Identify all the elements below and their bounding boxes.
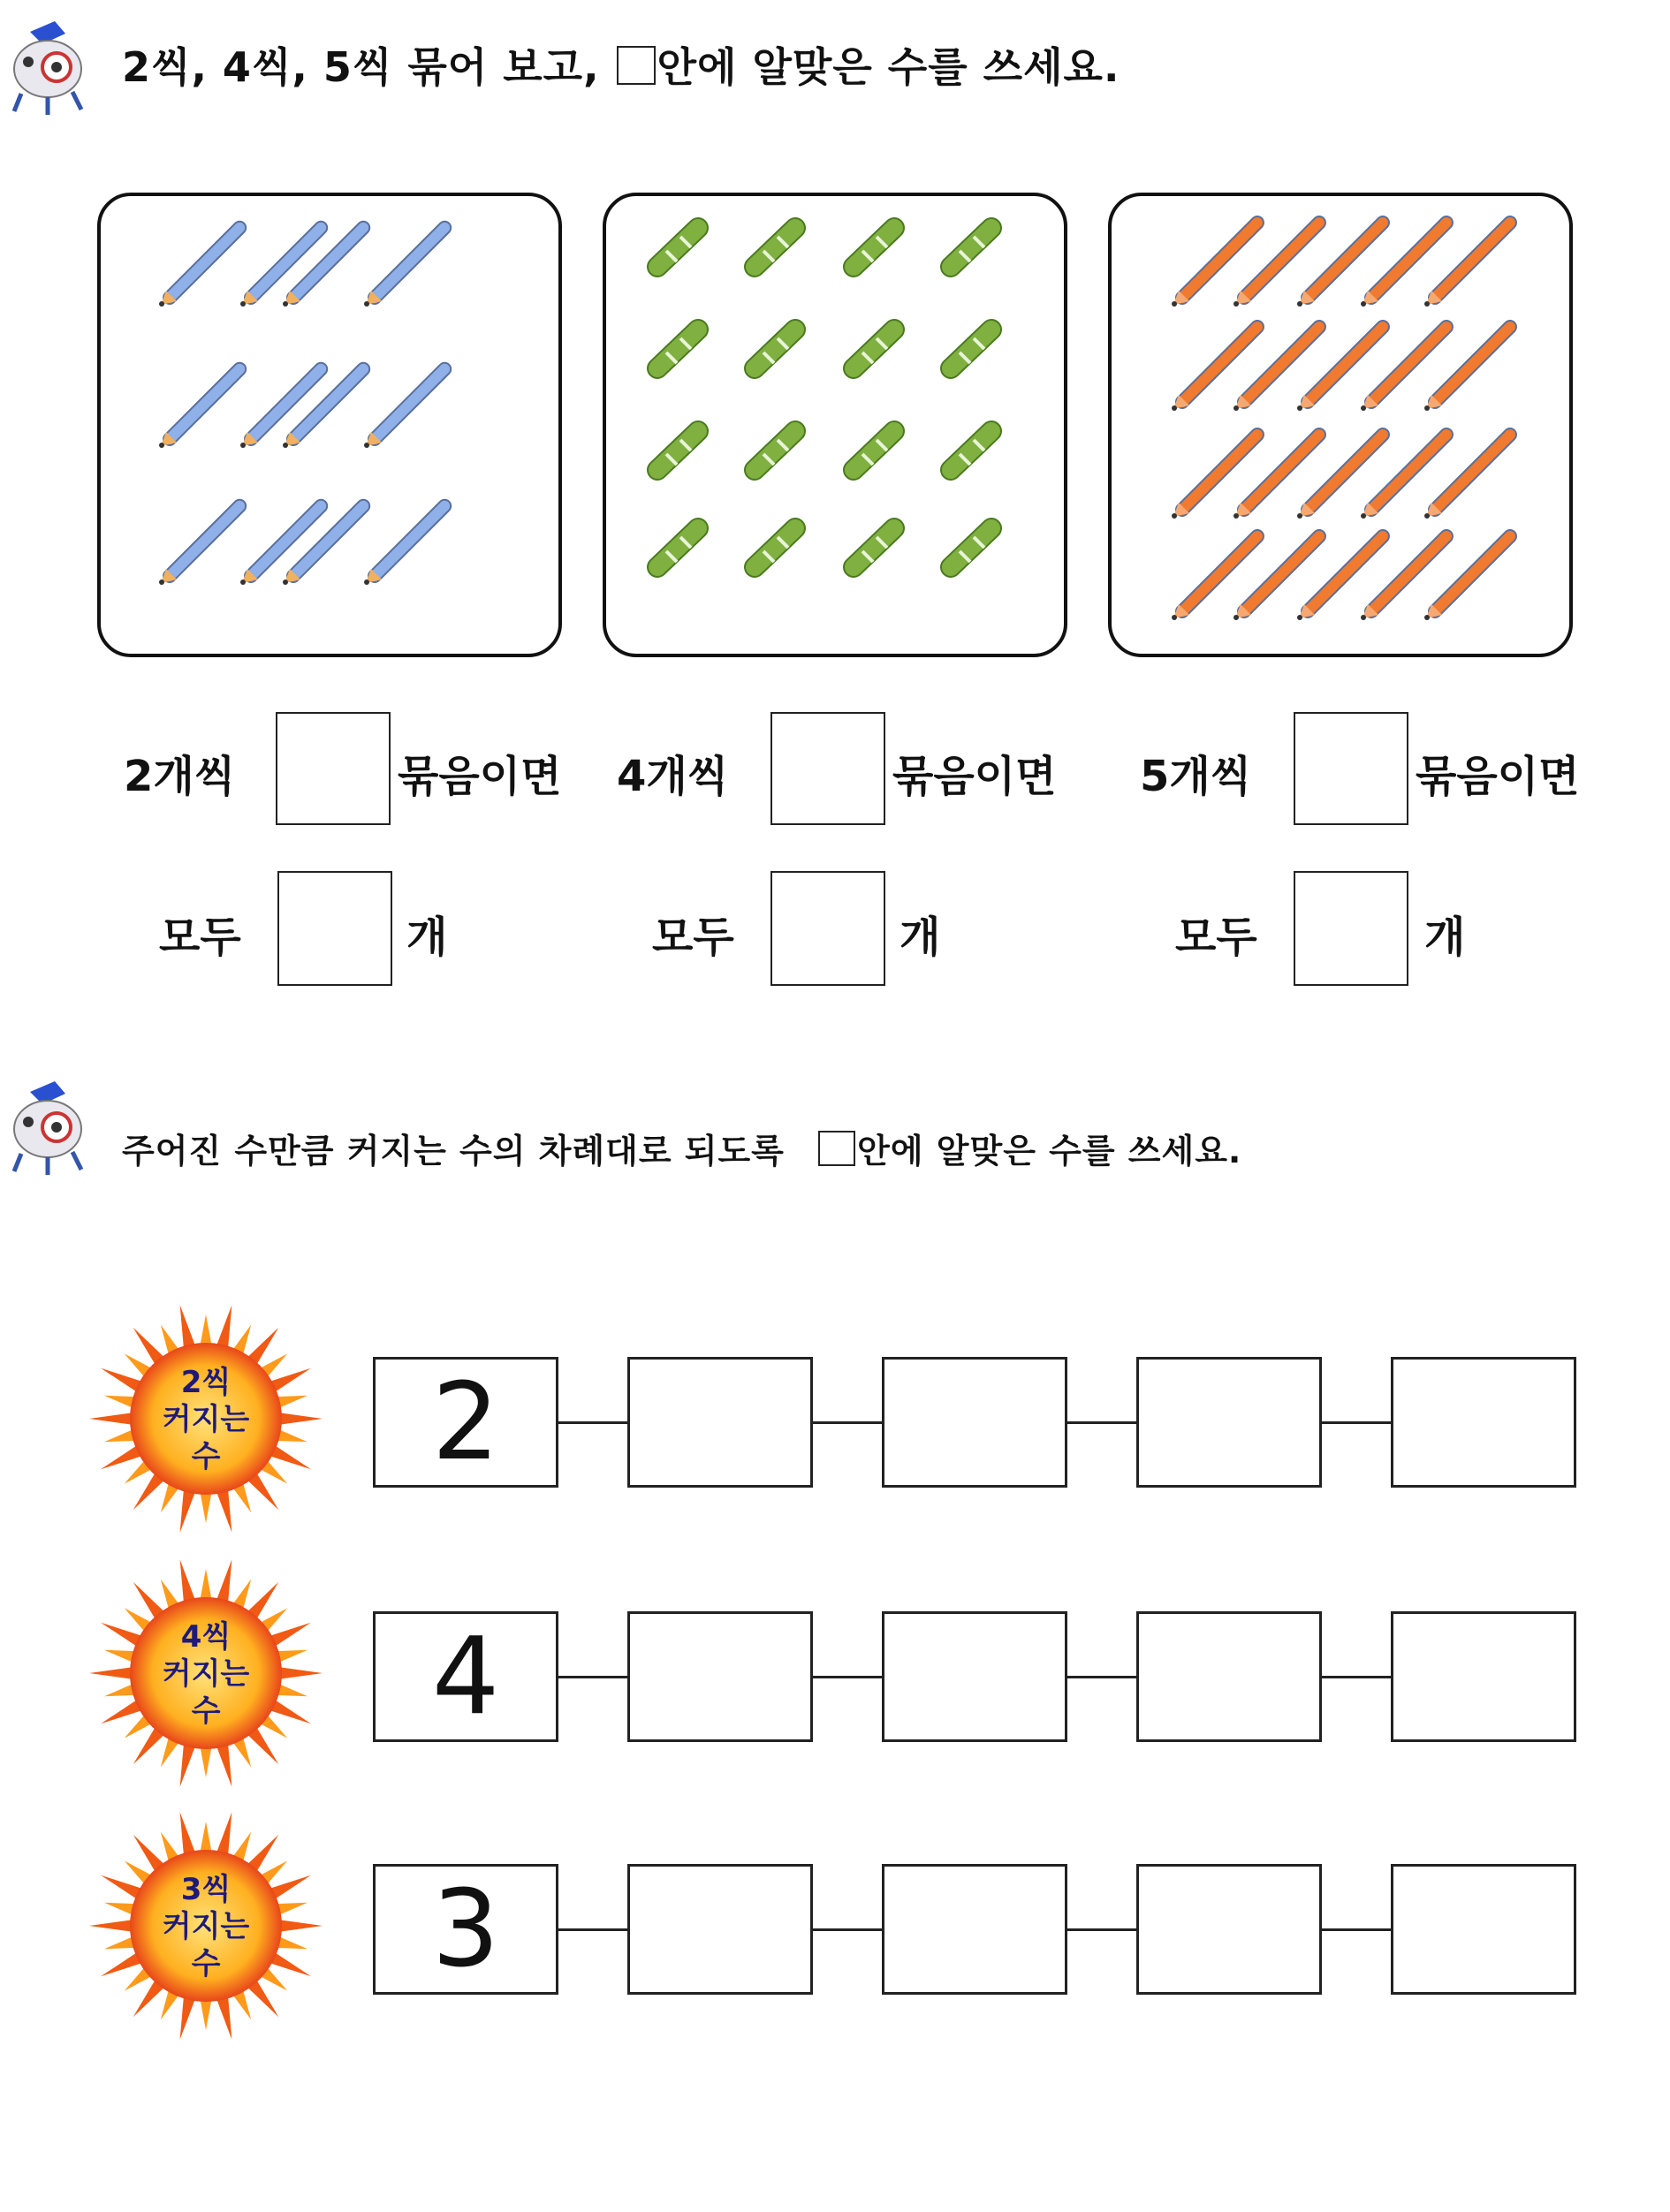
badge-step-label: 4씩: [180, 1619, 232, 1655]
sun-badge-icon: [87, 1802, 325, 2049]
total-suffix-2: 개: [900, 913, 941, 962]
sequence-answer-box[interactable]: [627, 1864, 813, 1995]
robot-mascot-icon: [4, 1076, 92, 1182]
group-suffix-1: 묶음이면: [398, 752, 562, 801]
sequence-answer-box[interactable]: [627, 1357, 813, 1488]
total-input-3[interactable]: [1294, 871, 1408, 986]
sequence-connector: [1322, 1676, 1391, 1678]
colored-pencil-group-icon: [1112, 196, 1576, 661]
total-input-1[interactable]: [277, 871, 392, 986]
sequence-start-value: 3: [373, 1864, 558, 1995]
pencil-group-icon: [101, 196, 566, 661]
group-count-input-2[interactable]: [770, 712, 885, 825]
robot-mascot-icon: [4, 16, 92, 122]
group-unit-label-1: 2개씩: [124, 752, 236, 801]
sequence-connector: [813, 1676, 882, 1678]
sequence-answer-box[interactable]: [882, 1864, 1067, 1995]
sequence-connector: [1322, 1928, 1391, 1931]
total-suffix-3: 개: [1424, 913, 1466, 962]
badge-mid-label: 커지는: [162, 1402, 250, 1437]
sequence-connector: [1322, 1421, 1391, 1424]
badge-bottom-label: 수: [191, 1946, 221, 1981]
group-count-input-1[interactable]: [276, 712, 391, 825]
total-prefix-2: 모두: [652, 913, 734, 962]
sun-badge-icon: [87, 1549, 325, 1797]
sequence-connector: [1067, 1676, 1136, 1678]
badge-mid-label: 커지는: [162, 1656, 250, 1692]
group-suffix-2: 묶음이면: [892, 752, 1057, 801]
badge-step-label: 3씩: [180, 1872, 232, 1907]
group-unit-label-3: 5개씩: [1140, 752, 1252, 801]
group-unit-label-2: 4개씩: [617, 752, 729, 801]
sequence-answer-box[interactable]: [1136, 1357, 1322, 1488]
badge-bottom-label: 수: [191, 1439, 221, 1474]
instruction-1: 2씩, 4씩, 5씩 묶어 보고, 안에 알맞은 수를 쓰세요.: [122, 43, 1120, 91]
answer-box-icon: [818, 1131, 855, 1166]
instruction-2: 주어진 수만큼 커지는 수의 차례대로 되도록 안에 알맞은 수를 쓰세요.: [122, 1132, 1242, 1170]
group-count-input-3[interactable]: [1294, 712, 1408, 825]
sequence-connector: [813, 1928, 882, 1931]
badge-step-label: 2씩: [180, 1365, 232, 1400]
sequence-start-value: 4: [373, 1611, 558, 1742]
total-prefix-3: 모두: [1175, 913, 1257, 962]
sequence-connector: [558, 1676, 627, 1678]
total-input-2[interactable]: [770, 871, 885, 986]
colored-pencil-panel: [1108, 193, 1573, 657]
crayon-group-icon: [606, 196, 1071, 661]
sequence-connector: [1067, 1928, 1136, 1931]
badge-bottom-label: 수: [191, 1693, 221, 1729]
sun-badge-icon: [87, 1295, 325, 1542]
badge-mid-label: 커지는: [162, 1909, 250, 1944]
sequence-connector: [558, 1928, 627, 1931]
sequence-answer-box[interactable]: [1136, 1611, 1322, 1742]
sequence-answer-box[interactable]: [882, 1357, 1067, 1488]
sequence-answer-box[interactable]: [627, 1611, 813, 1742]
crayon-panel: [603, 193, 1067, 657]
pencil-panel: [97, 193, 562, 657]
sequence-connector: [558, 1421, 627, 1424]
total-prefix-1: 모두: [159, 913, 241, 962]
sequence-answer-box[interactable]: [1391, 1864, 1576, 1995]
sequence-answer-box[interactable]: [1391, 1611, 1576, 1742]
sequence-start-value: 2: [373, 1357, 558, 1488]
total-suffix-1: 개: [406, 913, 448, 962]
group-suffix-3: 묶음이면: [1416, 752, 1580, 801]
answer-box-icon: [617, 46, 656, 85]
sequence-answer-box[interactable]: [1391, 1357, 1576, 1488]
sequence-connector: [1067, 1421, 1136, 1424]
sequence-answer-box[interactable]: [1136, 1864, 1322, 1995]
sequence-connector: [813, 1421, 882, 1424]
sequence-answer-box[interactable]: [882, 1611, 1067, 1742]
